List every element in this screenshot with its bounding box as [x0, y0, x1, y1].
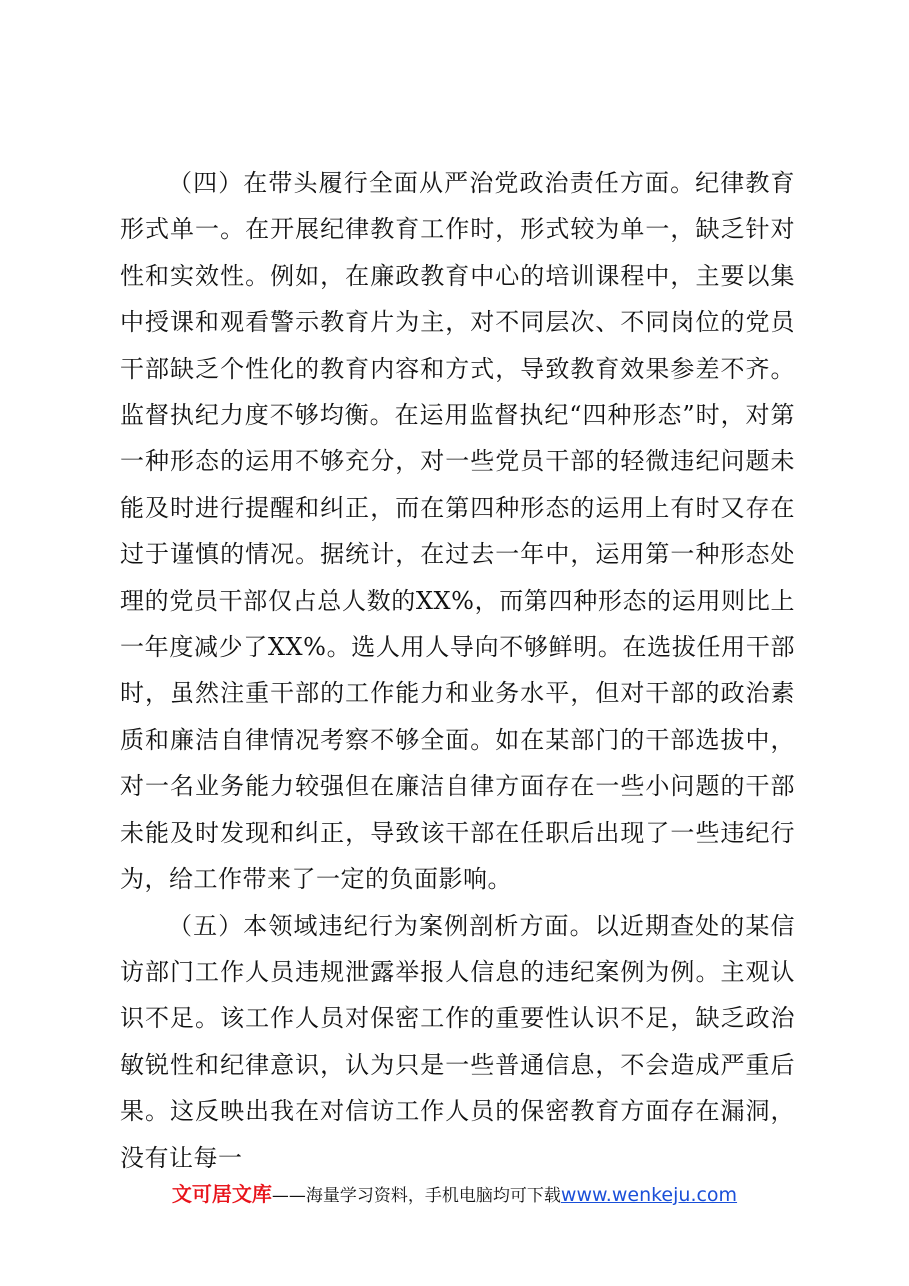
footer-brand-name: 文可居文库 — [171, 1182, 272, 1206]
footer-website-link[interactable]: www.wenkeju.com — [560, 1184, 738, 1206]
footer-banner — [0, 1178, 909, 1207]
footer-slogan: ——海量学习资料，手机电脑均可下载 — [271, 1186, 561, 1206]
paragraph-section-five: （五）本领域违纪行为案例剖析方面。以近期查处的某信访部门工作人员违规泄露举报人信息的违纪案例为例。主观认识不足。该工作人员对保密工作的重要性认识不足，缺乏政治敏锐性和纪律意识，认为只是一些普通信息，不会造成严重后果。这反映出我在对信访工作人员的保密教育方面存在漏洞，没有让每一 — [120, 911, 795, 1172]
paragraph-section-four: （四）在带头履行全面从严治党政治责任方面。纪律教育形式单一。在开展纪律教育工作时，形式较为单一，缺乏针对性和实效性。例如，在廉政教育中心的培训课程中，主要以集中授课和观看警示教育片为主，对不同层次、不同岗位的党员干部缺乏个性化的教育内容和方式，导致教育效果参差不齐。监督执纪力度不够均衡。在运用监督执纪“四种形态”时，对第一种形态的运用不够充分，对一些党员干部的轻微违纪问题未能及时进行提醒和纠正，而在第四种形态的运用上有时又存在过于谨慎的情况。据统计，在过去一年中，运用第一种形态处理的党员干部仅占总人数的XX%，而第四种形态的运用则比上一年度减少了XX%。选人用人导向不够鲜明。在选拔任用干部时，虽然注重干部的工作能力和业务水平，但对干部的政治素质和廉洁自律情况考察不够全面。如在某部门的干部选拔中，对一名业务能力较强但在廉洁自律方面存在一些小问题的干部未能及时发现和纠正，导致该干部在任职后出现了一些违纪行为，给工作带来了一定的负面影响。 — [120, 169, 795, 894]
document-body — [120, 160, 795, 1181]
